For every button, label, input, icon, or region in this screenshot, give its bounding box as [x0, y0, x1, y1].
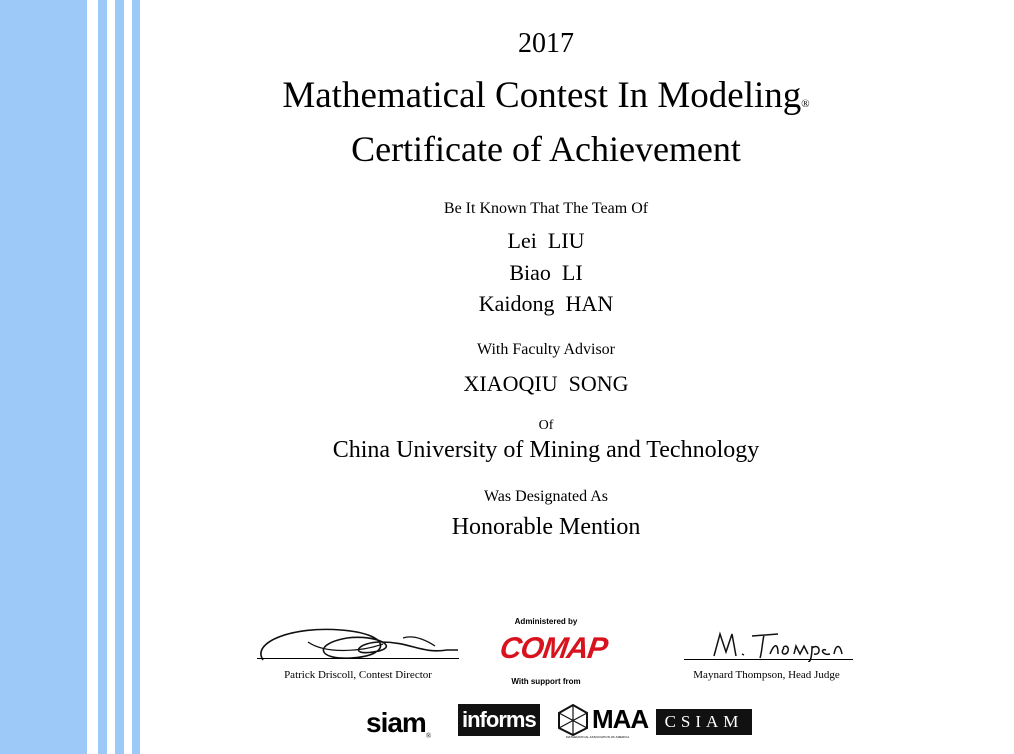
intro-text: Be It Known That The Team Of	[443, 200, 649, 217]
team-member-2: Biao LI	[509, 260, 583, 285]
maa-polyhedron-icon	[556, 703, 590, 737]
csiam-logo: CSIAM	[656, 709, 752, 735]
director-signature-line	[257, 658, 459, 659]
team-member-3: Kaidong HAN	[478, 291, 614, 316]
institution-name: China University of Mining and Technology	[332, 437, 760, 463]
head-judge-caption: Maynard Thompson, Head Judge	[693, 669, 840, 681]
designation-intro: Was Designated As	[483, 488, 609, 505]
advisor-name: XIAOQIU SONG	[463, 371, 629, 396]
administered-by-label: Administered by	[514, 617, 578, 626]
advisor-intro: With Faculty Advisor	[476, 341, 615, 358]
contest-title	[0, 75, 1014, 117]
certificate-year: 2017	[518, 28, 574, 59]
designation: Honorable Mention	[451, 514, 641, 540]
head-judge-signature-line	[684, 659, 853, 660]
team-member-1: Lei LIU	[507, 228, 585, 253]
maa-logo-text: MAA	[592, 704, 649, 734]
informs-logo: informs	[458, 704, 540, 736]
head-judge-signature	[708, 628, 848, 662]
contest-name: Mathematical Contest In Modeling	[282, 75, 802, 116]
certificate-subtitle: Certificate of Achievement	[351, 129, 741, 169]
maa-subtitle: MATHEMATICAL ASSOCIATION OF AMERICA	[566, 735, 630, 739]
comap-logo: COMAP	[497, 632, 610, 665]
maa-logo	[556, 703, 649, 741]
registered-mark: ®	[801, 98, 810, 110]
of-label: Of	[538, 418, 554, 433]
siam-logo-text: siam	[366, 707, 426, 738]
support-label: With support from	[511, 677, 581, 686]
siam-logo: siam®	[366, 707, 432, 740]
director-caption: Patrick Driscoll, Contest Director	[284, 669, 432, 681]
